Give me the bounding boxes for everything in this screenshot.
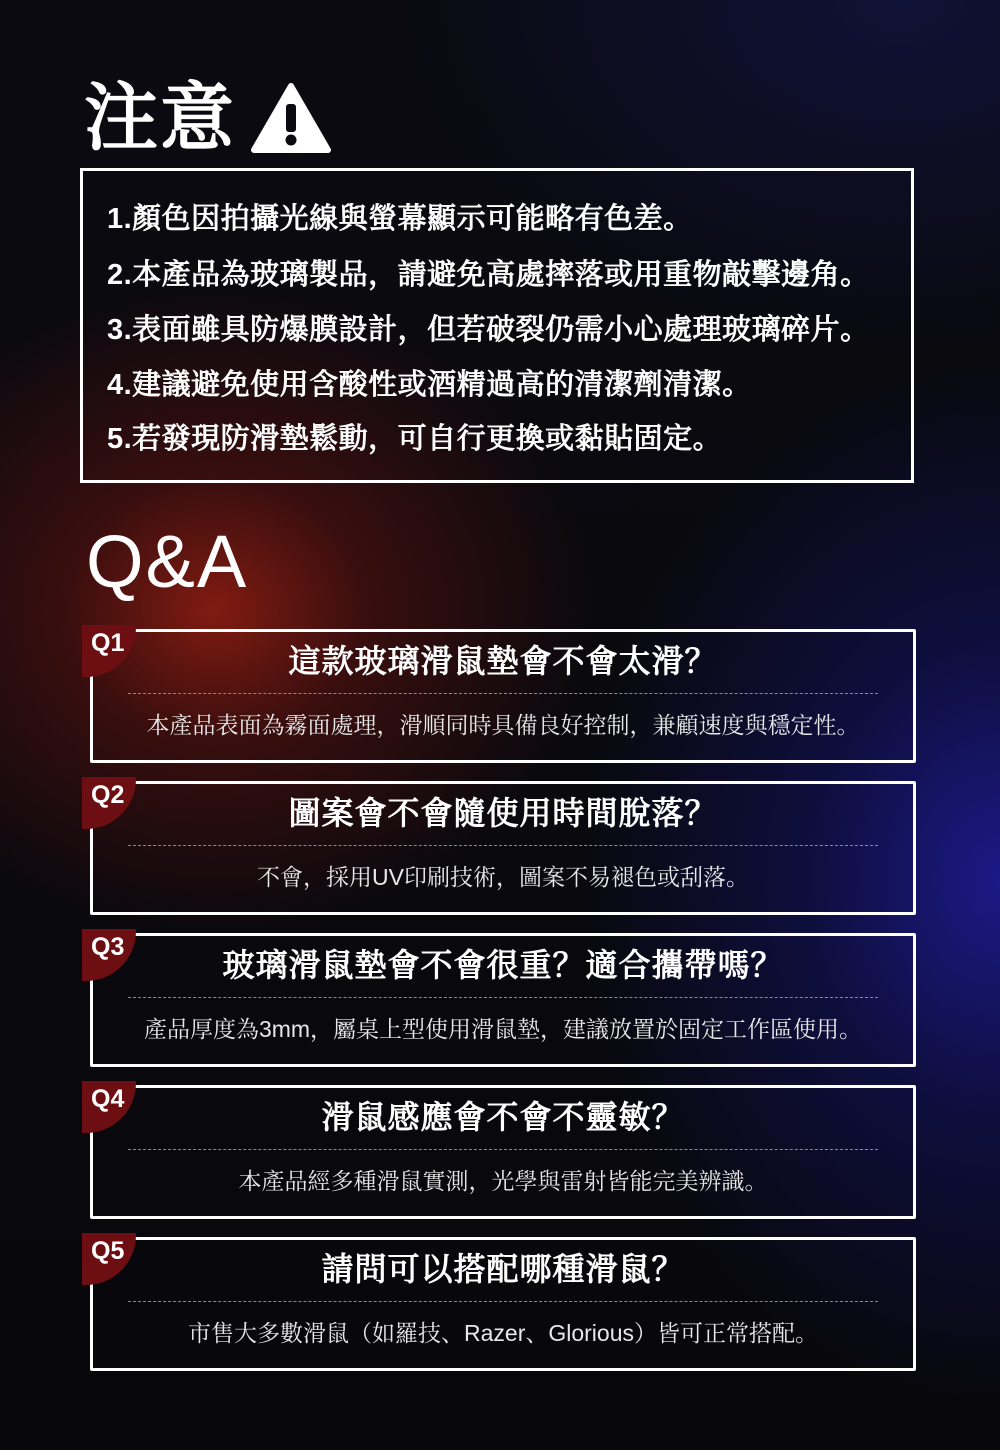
qa-question: 玻璃滑鼠墊會不會很重？適合攜帶嗎？ [222,947,784,983]
warning-triangle-icon [250,82,332,154]
qa-question: 滑鼠感應會不會不靈敏？ [321,1099,685,1135]
qa-title: Q&A [86,520,249,603]
notice-item: 5.若發現防滑墊鬆動，可自行更換或黏貼固定。 [107,423,723,455]
qa-answer: 產品厚度為3mm，屬桌上型使用滑鼠墊，建議放置於固定工作區使用。 [143,1016,863,1042]
notice-box [80,168,914,483]
qa-item [82,777,918,917]
notice-item: 4.建議避免使用含酸性或酒精過高的清潔劑清潔。 [107,369,752,401]
notice-header [84,78,332,158]
qa-question: 圖案會不會隨使用時間脫落？ [288,795,718,831]
notice-item: 3.表面雖具防爆膜設計，但若破裂仍需小心處理玻璃碎片。 [107,314,870,346]
qa-number: Q1 [91,629,125,657]
qa-question: 請問可以搭配哪種滑鼠？ [321,1251,685,1287]
qa-number: Q4 [91,1085,125,1113]
qa-divider [128,693,878,694]
qa-number: Q3 [91,933,125,961]
qa-item [82,1081,918,1221]
qa-number: Q2 [91,781,125,809]
qa-divider [128,1301,878,1302]
qa-answer: 市售大多數滑鼠（如羅技、Razer、Glorious）皆可正常搭配。 [188,1320,818,1346]
notice-title: 注意 [84,76,236,159]
qa-answer: 本產品經多種滑鼠實測，光學與雷射皆能完美辨識。 [238,1168,768,1194]
qa-divider [128,845,878,846]
qa-answer: 不會，採用UV印刷技術，圖案不易褪色或刮落。 [257,864,749,890]
qa-question: 這款玻璃滑鼠墊會不會太滑？ [288,643,718,679]
qa-item [82,1233,918,1373]
qa-item [82,625,918,765]
qa-divider [128,997,878,998]
notice-item: 1.顏色因拍攝光線與螢幕顯示可能略有色差。 [107,203,693,235]
qa-divider [128,1149,878,1150]
qa-answer: 本產品表面為霧面處理，滑順同時具備良好控制，兼顧速度與穩定性。 [146,712,860,738]
qa-number: Q5 [91,1237,125,1265]
qa-item [82,929,918,1069]
notice-item: 2.本產品為玻璃製品，請避免高處摔落或用重物敲擊邊角。 [107,259,870,291]
